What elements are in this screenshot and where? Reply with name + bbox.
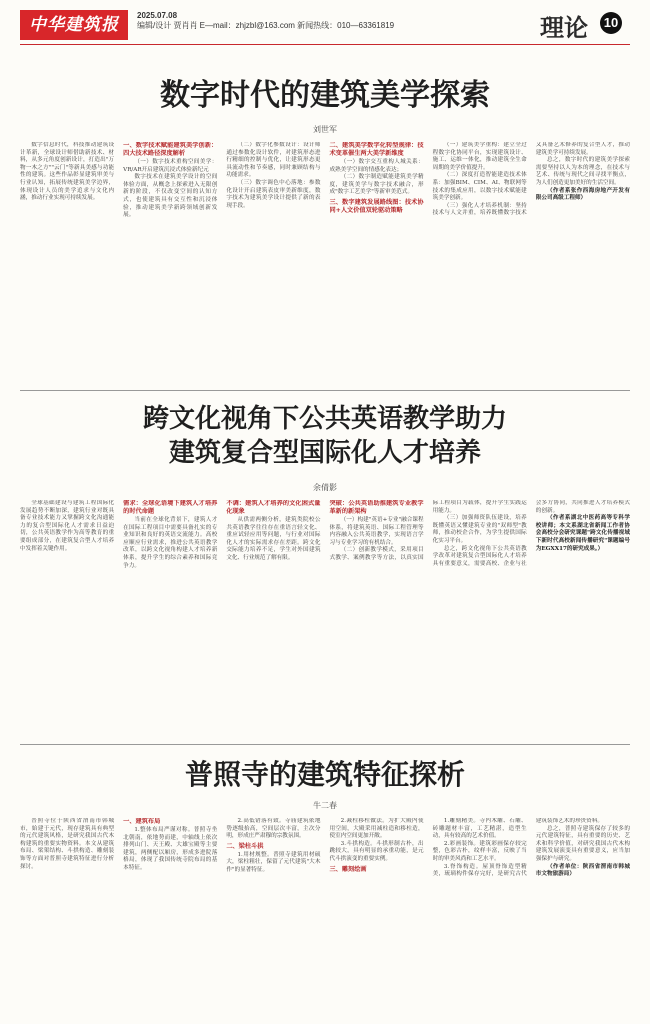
page-number: 10 <box>600 12 622 34</box>
article3-body <box>20 818 630 1016</box>
paragraph: （三）加强师资队伍建设，培养既懂英语又懂建筑专业的"双师型"教师，推动校企合作，为学生提供国际化实习平台。 <box>432 515 527 544</box>
issue-info <box>137 11 394 31</box>
section-title: 理论 <box>540 13 588 42</box>
article2-title-line2: 建筑复合型国际化人才培养 <box>168 438 481 468</box>
article2-body <box>20 500 630 732</box>
article1-title: 数字时代的建筑美学探索 <box>160 78 490 113</box>
newspaper-logo: 中华建筑报 <box>20 10 128 40</box>
paragraph: 数字技术在建筑美学设计的空间体验方面，从概念上探索进入无限创新的阶段，不仅改变空间的认知方式，也使建筑具有交互性和沉浸体验，推动建筑美学新跨领域创新发展。 <box>123 174 218 219</box>
paragraph: 2.彩画装饰。建筑彩画保存较完整，色彩古朴，纹样丰富，反映了当时的审美风尚和工艺水平。 <box>432 840 527 862</box>
article1-author: 刘世军 <box>313 125 337 134</box>
article1-body <box>20 142 630 372</box>
section-heading: 三、雕刻绘画 <box>329 865 367 873</box>
issue-date: 2025.07.08 <box>137 11 178 20</box>
paragraph: （二）创新教学模式，采用项目式教学、案例教学等方法，以真实国际工程项目为载体，提升学生实践运用能力。 <box>329 500 527 561</box>
paragraph: （一）构建"英语+专业"融合课程体系，将建筑英语、国际工程管理等内容融入公共英语教学，实现语言学习与专业学习的有机结合。 <box>329 517 424 546</box>
author-note: （作者系湖北中医药高等专科学校讲师；本文系湖北省新闻工作者协会高校分会研究课题"跨文化传播视域下新时代高校新闻传播研究"课题编号为EGXX17的研究成果。） <box>535 515 630 552</box>
paragraph: 3.斗拱构造。斗拱形制古朴，出跳较大，具有明显的承重功能，是元代斗拱演变的重要实例。 <box>329 840 424 862</box>
paragraph: （二）数字化参数设计：设计师通过参数化设计软件，对建筑形态进行精细的控制与优化，让建筑形态更具流动性和节奏感，同时兼顾结构与功能需求。 <box>226 142 321 179</box>
article3-author: 牛二春 <box>313 801 337 810</box>
paragraph: 1.用材规整。普照寺建筑用材硕大，梁柱粗壮，保留了元代建筑"大木作"的显著特征。 <box>226 851 321 873</box>
paragraph: （三）强化人才培养机制：坚持技术与人文并重，培养既懂数字技术又具备艺术修养的复合型人才，推动建筑美学可持续发展。 <box>432 142 630 217</box>
author-note: （作者系张作西海房地产开发有限公司高级工程师） <box>535 187 630 202</box>
section-heading: 三、数字建筑发展路线图：技术协同+人文价值双轮驱动策略 <box>329 198 424 214</box>
editor-contact: 编辑/设计 贾肖肖 E—mail：zhjzbl@163.com 新闻热线：010—63361819 <box>137 21 395 30</box>
paragraph: 数字信息时代，科技推动建筑设计革新，全球设计师借助新技术、材料，从多元角度创新设计，打造出"万物一木之方""云门"等新具美感与功能性的建筑。这些作品彰显建筑审美与行业认知，拓展传统建筑美学边界，体现设计人员的美学追求与文化内涵，推动行业实现可持续发展。 <box>20 142 115 202</box>
section-heading: 不调：建筑人才培养的文化困式量化现象 <box>226 500 321 515</box>
paragraph: 3.脊饰构造。屋顶脊饰造型精美，琉璃构件保存完好，是研究古代建筑装饰艺术的珍贵资料。 <box>432 818 603 878</box>
paragraph: （三）数字调色中心落地：参数化设计开启建筑表皮审美新维度，数字技术为建筑美学设计提供了新的表现手段。 <box>226 179 321 209</box>
paragraph: （一）建筑美学重构：建立全过程数字化协同平台，实现建筑设计、施工、运维一体化，推动建筑全生命周期的美学价值提升。 <box>432 142 527 171</box>
paragraph: （二）深度打造智能建造技术体系：加强BIM、CIM、AI、物联网等技术的集成应用，以数字技术赋能建筑美学创新。 <box>432 172 527 202</box>
section-heading: 突破：公共英语助推建筑专业教学革新的新架构 <box>329 500 424 515</box>
paragraph: 总之，数字时代的建筑美学探索需要坚持以人为本的理念，在技术与艺术、传统与现代之间寻找平衡点，为人们创造更加美好的生活空间。 <box>535 157 630 186</box>
masthead-rule <box>20 44 630 45</box>
paragraph: 2.减柱移柱做法。为扩大殿内使用空间，大殿采用减柱造和移柱造，使室内空间更加开敞。 <box>329 818 424 840</box>
paragraph: （一）数字交互重构人城关系：成熟美学空间的情感化表达； <box>329 159 424 173</box>
paragraph: （一）数字技术重构空间美学：VR/AR开启建筑沉浸式体验新纪元 <box>123 159 218 173</box>
section-heading: 二、梁柱斗拱 <box>226 842 264 850</box>
paragraph: 2.高低错落有致。寺庙建筑依地势逐级抬高，空间层次丰富，主次分明，形成庄严肃穆的宗教氛围。 <box>226 818 321 840</box>
paragraph: （二）数字制造赋能建筑美学精度，建筑美学与数字技术融合，形成"数字工艺美学"等新审美范式。 <box>329 174 424 196</box>
divider-1 <box>20 390 630 391</box>
article3-title: 普照寺的建筑特征探析 <box>184 758 465 791</box>
divider-2 <box>20 744 630 745</box>
paragraph: 从供需两侧分析，建筑类院校公共英语教学往往存在重语言轻文化、重应试轻应用等问题，与行业对国际化人才的实际需求存在差距。跨文化交际能力培养不足，学生对外国建筑文化、行业规范了解有限。 <box>226 517 321 561</box>
author-note: （作者单位：陕西省渭南市韩城市文物旅游局） <box>535 863 630 878</box>
paragraph: 1.雕刻精美。寺内木雕、石雕、砖雕题材丰富，工艺精湛，造型生动，具有较高的艺术价值。 <box>432 818 527 840</box>
section-heading: 需求：全球化语境下建筑人才培养的时代命题 <box>123 500 218 515</box>
section-heading: 一、数字技术赋能建筑美学创新：四大技术路径深度解析 <box>123 142 218 157</box>
paragraph: 普照寺位于陕西省渭南市韩城市，始建于元代，现存建筑具有典型的元代建筑风格，是研究我国古代木构建筑的重要实物资料。本文从建筑布局、梁架结构、斗拱构造、雕刻装饰等方面对普照寺建筑特征进行分析探讨。 <box>20 818 115 870</box>
section-heading: 二、建筑美学数字化转型规律：技术变革催生两大美学新维度 <box>329 142 424 157</box>
article2-title-line1: 跨文化视角下公共英语教学助力 <box>142 404 507 434</box>
article2-author: 余倩影 <box>313 483 337 492</box>
section-heading: 一、建筑布局 <box>123 818 161 825</box>
paragraph: 总之，普照寺建筑保存了较多的元代建筑特征，具有重要的历史、艺术和科学价值，对研究我国古代木构建筑发展演变具有重要意义，应当加强保护与研究。 <box>535 825 630 862</box>
paragraph: 1.整体布局严谨对称。普照寺坐北朝南，依地势而建，中轴线上依次排列山门、天王殿、大雄宝殿等主要建筑，两侧配以厢房，形成多进院落格局，体现了我国传统寺院布局的基本特征。 <box>123 827 218 871</box>
paragraph: 全球基础建设与建筑工程国际化发展趋势不断加深，建筑行业对既具备专业技术能力又掌握跨文化沟通能力的复合型国际化人才需求日益迫切，公共英语教学作为高等教育的重要组成部分，在建筑复合型人才培养中发挥着关键作用。 <box>20 500 115 552</box>
masthead <box>0 0 650 50</box>
paragraph: 当前在全球化背景下，建筑人才在国际工程项目中需要具备扎实的专业知识和良好的英语交流能力。高校应顺应行业需求，推进公共英语教学改革，以跨文化视角构建人才培养新体系，提升学生的综合素养和国际竞争力。 <box>123 517 218 569</box>
paragraph: 总之，跨文化视角下公共英语教学改革对建筑复合型国际化人才培养具有重要意义，需要高校、企业与社会多方协同，共同推进人才培养模式的创新。 <box>432 500 630 567</box>
